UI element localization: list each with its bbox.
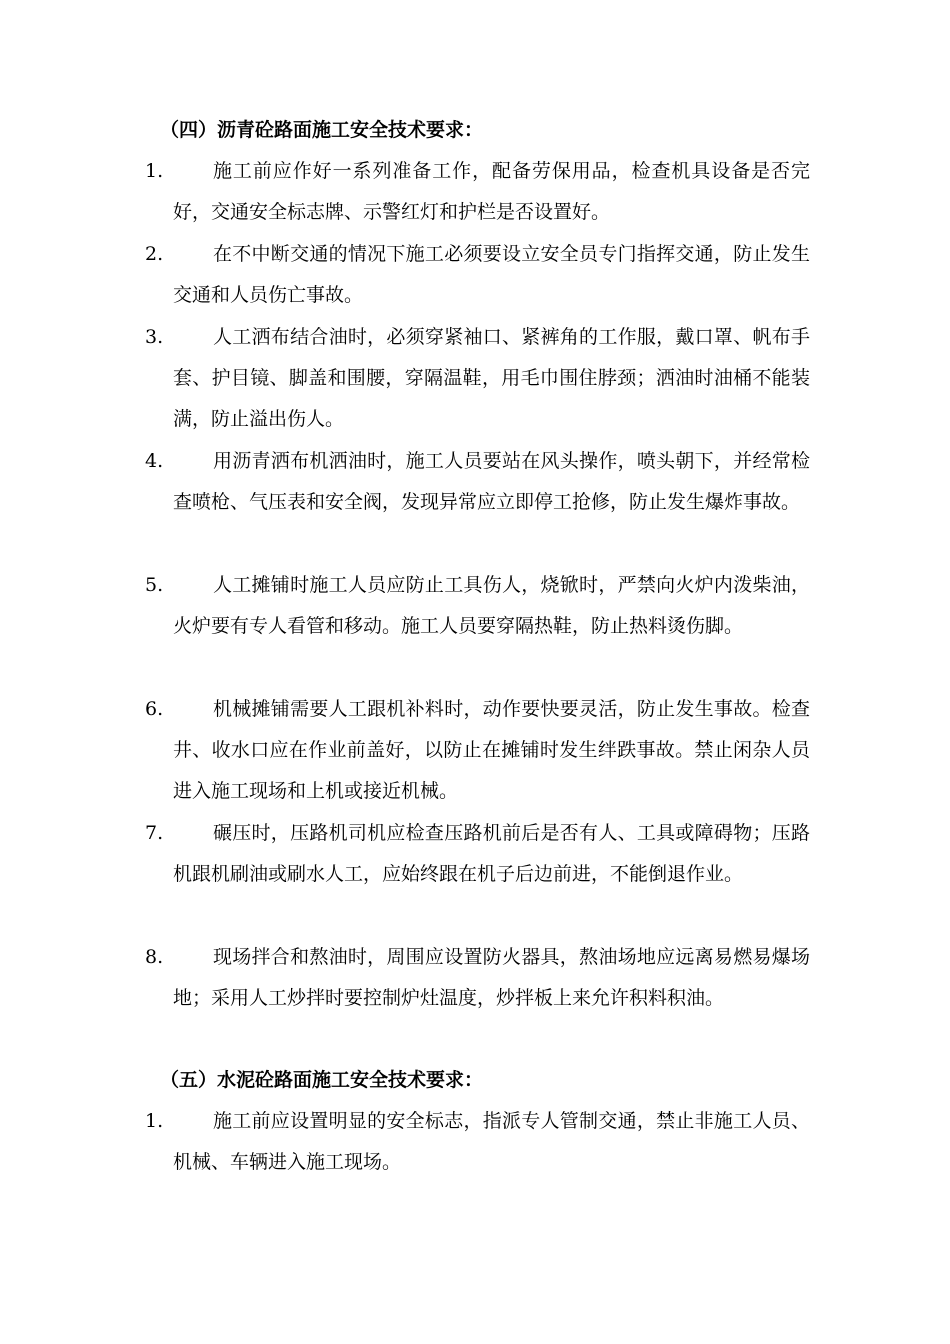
item-text: 人工洒布结合油时，必须穿紧袖口、紧裤角的工作服，戴口罩、帆布手套、护目镜、脚盖和围腰，穿隔温鞋，用毛巾围住脖颈；洒油时油桶不能装满，防止溢出伤人。 <box>173 326 810 430</box>
list-item <box>145 813 810 895</box>
list-item <box>145 565 810 647</box>
item-text: 人工摊铺时施工人员应防止工具伤人，烧锨时，严禁向火炉内泼柴油，火炉要有专人看管和移动。施工人员要穿隔热鞋，防止热料烫伤脚。 <box>173 574 810 637</box>
item-number: 6. <box>145 698 164 720</box>
item-number: 5. <box>145 574 164 596</box>
section-heading-asphalt: （四）沥青砼路面施工安全技术要求： <box>160 119 484 141</box>
item-number: 1. <box>145 160 164 182</box>
list-item <box>145 151 810 233</box>
item-number: 3. <box>145 326 164 348</box>
item-number: 7. <box>145 822 164 844</box>
item-text: 施工前应设置明显的安全标志，指派专人管制交通，禁止非施工人员、机械、车辆进入施工现场。 <box>173 1110 810 1173</box>
item-number: 4. <box>145 450 164 472</box>
list-item <box>145 317 810 440</box>
list-item <box>145 937 810 1019</box>
item-number: 8. <box>145 946 164 968</box>
item-text: 用沥青洒布机洒油时，施工人员要站在风头操作，喷头朝下，并经常检查喷枪、气压表和安全阀，发现异常应立即停工抢修，防止发生爆炸事故。 <box>173 450 810 513</box>
item-number: 2. <box>145 243 164 265</box>
item-text: 碾压时，压路机司机应检查压路机前后是否有人、工具或障碍物；压路机跟机刷油或刷水人工，应始终跟在机子后边前进，不能倒退作业。 <box>173 822 810 885</box>
list-item <box>145 234 810 316</box>
list-item <box>145 441 810 523</box>
item-text: 现场拌合和熬油时，周围应设置防火器具，熬油场地应远离易燃易爆场地；采用人工炒拌时要控制炉灶温度，炒拌板上来允许积料积油。 <box>173 946 810 1009</box>
list-item <box>145 1101 810 1183</box>
item-number: 1. <box>145 1110 164 1132</box>
list-item <box>145 689 810 812</box>
item-text: 在不中断交通的情况下施工必须要设立安全员专门指挥交通，防止发生交通和人员伤亡事故。 <box>173 243 810 306</box>
section-heading-cement: （五）水泥砼路面施工安全技术要求： <box>160 1069 484 1091</box>
item-text: 施工前应作好一系列准备工作，配备劳保用品，检查机具设备是否完好，交通安全标志牌、示警红灯和护栏是否设置好。 <box>173 160 810 223</box>
item-text: 机械摊铺需要人工跟机补料时，动作要快要灵活，防止发生事故。检查井、收水口应在作业前盖好，以防止在摊铺时发生绊跌事故。禁止闲杂人员进入施工现场和上机或接近机械。 <box>173 698 810 802</box>
